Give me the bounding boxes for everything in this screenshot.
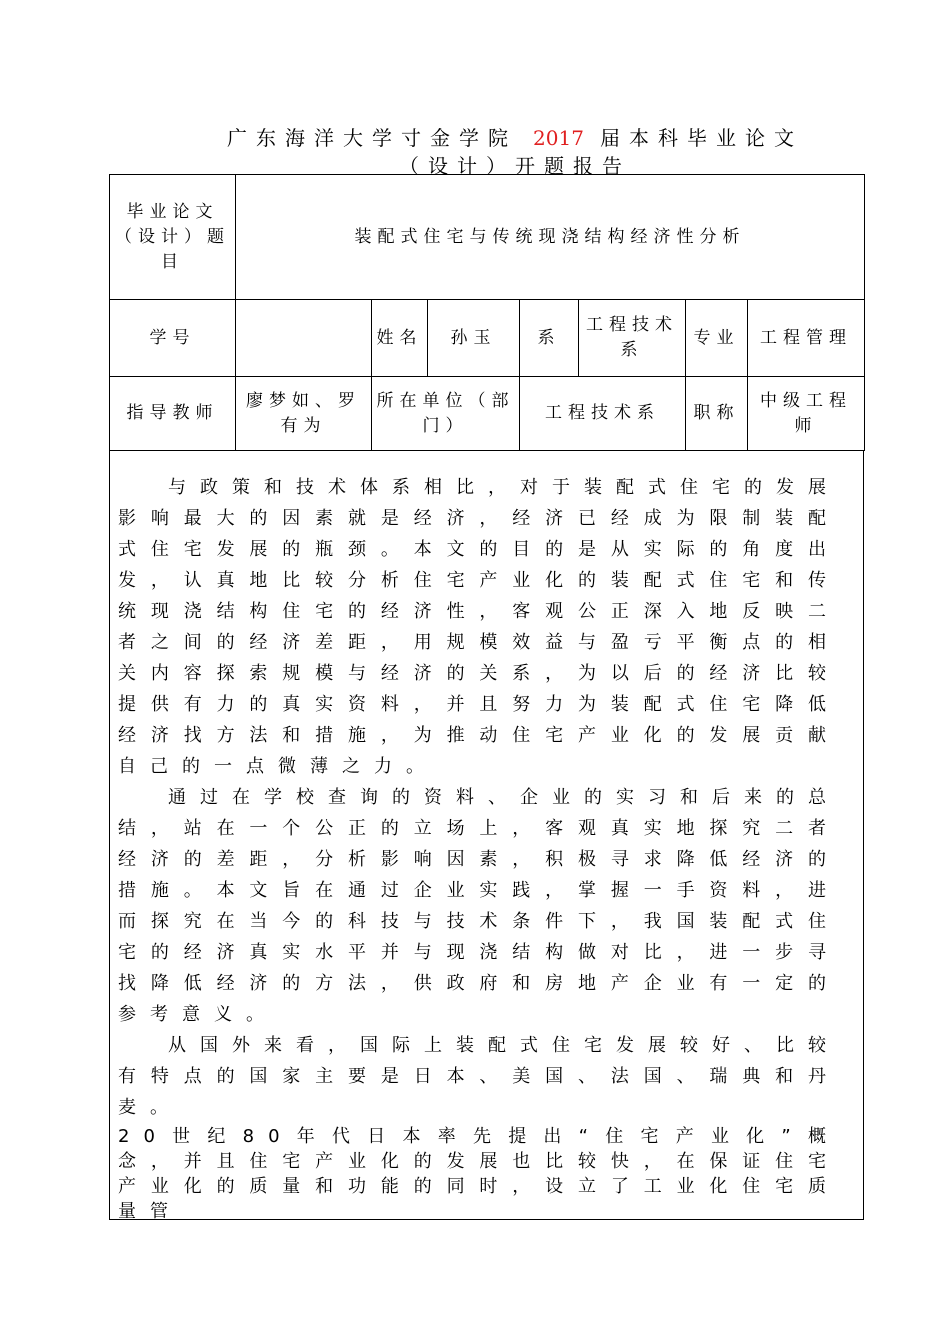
unit-label: 所在单位（部门）	[372, 377, 520, 451]
report-title-line1	[100, 122, 930, 151]
paragraph-3: 从国外来看，国际上装配式住宅发展较好、比较有特点的国家主要是日本、美国、法国、瑞典和丹麦。	[118, 1035, 840, 1118]
job-title-label: 职称	[686, 377, 748, 451]
name-label: 姓名	[372, 300, 428, 377]
major-label: 专业	[686, 300, 748, 377]
dept-value: 工程技术系	[579, 300, 686, 377]
info-table	[109, 174, 865, 451]
advisor-label: 指导教师	[110, 377, 236, 451]
advisor-value: 廖梦如、罗有为	[236, 377, 372, 451]
topic-row	[110, 175, 865, 300]
topic-value: 装配式住宅与传统现浇结构经济性分析	[236, 175, 865, 300]
student-id-label: 学号	[110, 300, 236, 377]
title-suffix: 届本科毕业论文	[599, 126, 803, 150]
student-id-value	[236, 300, 372, 377]
job-title-value: 中级工程师	[748, 377, 865, 451]
dept-label: 系	[520, 300, 579, 377]
title-prefix: 广东海洋大学寸金学院	[227, 126, 518, 150]
name-value: 孙玉	[428, 300, 520, 377]
report-title-line2: （设计）开题报告	[399, 154, 631, 178]
unit-value: 工程技术系	[520, 377, 686, 451]
paragraph-2: 通过在学校查询的资料、企业的实习和后来的总结，站在一个公正的立场上，客观真实地探究二者经济的差距，分析影响因素，积极寻求降低经济的措施。本文旨在通过企业实践，掌握一手资料，进而探究在当今的科技与技术条件下，我国装配式住宅的经济真实水平并与现浇结构做对比，进一步寻找降低经济的方法，供政府和房地产企业有一定的参考意义。	[118, 787, 840, 1025]
title-year: 2017	[533, 126, 584, 150]
paragraph-1: 与政策和技术体系相比，对于装配式住宅的发展影响最大的因素就是经济，经济已经成为限制装配式住宅发展的瓶颈。本文的目的是从实际的角度出发，认真地比较分析住宅产业化的装配式住宅和传统现浇结构住宅的经济性，客观公正深入地反映二者之间的经济差距，用规模效益与盈亏平衡点的相关内容探索规模与经济的关系，为以后的经济比较提供有力的真实资料，并且努力为装配式住宅降低经济找方法和措施，为推动住宅产业化的发展贡献自己的一点微薄之力。	[118, 477, 840, 777]
major-value: 工程管理	[748, 300, 865, 377]
advisor-row	[110, 377, 865, 451]
student-row	[110, 300, 865, 377]
paragraph-4: 20世纪80年代日本率先提出“住宅产业化”概念，并且住宅产业化的发展也比较快，在保证住宅产业化的质量和功能的同时，设立了工业化住宅质量管	[118, 1126, 840, 1222]
topic-label: 毕业论文（设计）题目	[110, 175, 236, 300]
